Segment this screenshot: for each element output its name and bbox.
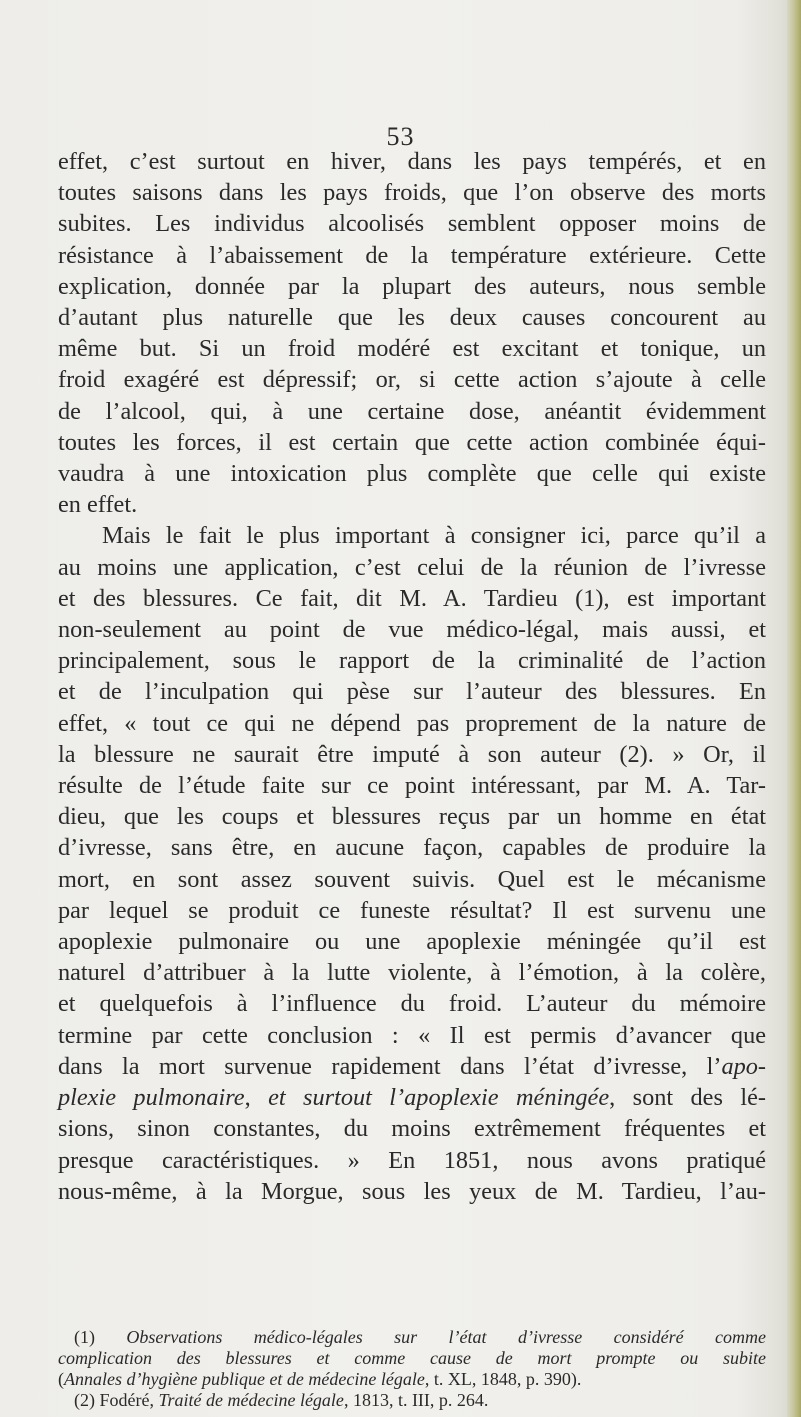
text-line: naturel d’attribuer à la lutte violente, à l’émotion, à la colère, (58, 959, 766, 987)
footnote-1-line (58, 1369, 766, 1390)
text-line: de l’alcool, qui, à une certaine dose, anéantit évidemment (58, 397, 766, 425)
text-line: presque caractéristiques. » En 1851, nous avons pratiqué (58, 1146, 766, 1174)
text-line: d’autant plus naturelle que les deux causes concourent au (58, 304, 766, 332)
text-line: dieu, que les coups et blessures reçus par un homme en état (58, 803, 766, 831)
text-line: sions, sinon constantes, du moins extrêmement fréquentes et (58, 1115, 766, 1143)
text-line: et quelquefois à l’influence du froid. L’auteur du mémoire (58, 990, 766, 1018)
footnote-mark: (1) (74, 1327, 95, 1347)
body-text (58, 146, 766, 1207)
footnote-paren: ( (58, 1369, 64, 1389)
text-line: subites. Les individus alcoolisés semblent opposer moins de (58, 210, 766, 238)
text-line: Mais le fait le plus important à consigner ici, parce qu’il a (102, 522, 766, 550)
text-line: et des blessures. Ce fait, dit M. A. Tardieu (1), est important (58, 584, 766, 612)
text-line: vaudra à une intoxication plus complète que celle qui existe (58, 460, 766, 488)
text-line: mort, en sont assez souvent suivis. Quel est le mécanisme (58, 865, 766, 893)
text-line: la blessure ne saurait être imputé à son auteur (2). » Or, il (58, 740, 766, 768)
text-line: effet, c’est surtout en hiver, dans les pays tempérés, et en (58, 148, 766, 175)
text-line: résistance à l’abaissement de la température extérieure. Cette (58, 241, 766, 269)
text-line (58, 1082, 766, 1113)
italic-segment: plexie pulmonaire (58, 1084, 245, 1112)
paragraph-1 (58, 146, 766, 520)
page-edge-shadow (787, 0, 801, 1417)
text-line: même but. Si un froid modéré est excitant et tonique, un (58, 335, 766, 363)
text-line: froid exagéré est dépressif; or, si cette action s’ajoute à celle (58, 366, 766, 394)
italic-segment: et surtout l’apoplexie méningée (268, 1084, 610, 1112)
footnote-mark: (2) (74, 1390, 95, 1410)
text-line: d’ivresse, sans être, en aucune façon, capables de produire la (58, 834, 766, 862)
footnote-ref: , t. XL, 1848, p. 390). (424, 1369, 582, 1389)
footnote-title: complication des blessures et comme cause de mort prompte ou subite (58, 1348, 766, 1368)
text-line: effet, « tout ce qui ne dépend pas proprement de la nature de (58, 709, 766, 737)
footnote-title: Traité de médecine légale (158, 1390, 344, 1410)
footnote-ref: , 1813, t. III, p. 264. (343, 1390, 489, 1410)
footnote-2-line (58, 1390, 766, 1411)
text-line: toutes les forces, il est certain que cette action combinée équi- (58, 428, 766, 456)
footnote-title: Observations médico-légales sur l’état d’ivresse considéré comme (126, 1327, 767, 1347)
text-line: et de l’inculpation qui pèse sur l’auteur des blessures. En (58, 678, 766, 706)
footnote-1-line (58, 1348, 766, 1369)
text-line: non-seulement au point de vue médico-légal, mais aussi, et (58, 616, 766, 644)
footnote-1-line (58, 1327, 766, 1348)
text-line: termine par cette conclusion : « Il est permis d’avancer que (58, 1021, 766, 1049)
text-line: apoplexie pulmonaire ou une apoplexie méningée qu’il est (58, 928, 766, 956)
footnotes (58, 1327, 766, 1411)
page-number: 53 (386, 122, 415, 151)
text-line: en effet. (58, 491, 138, 519)
text-segment: , (244, 1084, 269, 1112)
text-line: au moins une application, c’est celui de la réunion de l’ivresse (58, 553, 766, 581)
text-line: nous-même, à la Morgue, sous les yeux de M. Tardieu, l’au- (58, 1177, 766, 1205)
text-line: par lequel se produit ce funeste résultat? Il est survenu une (58, 896, 766, 924)
footnote-author: Fodéré, (99, 1390, 159, 1410)
italic-segment: apo- (721, 1052, 766, 1080)
text-segment: , sont des lé- (609, 1084, 766, 1112)
text-line: résulte de l’étude faite sur ce point intéressant, par M. A. Tar- (58, 772, 766, 800)
text-line: toutes saisons dans les pays froids, que l’on observe des morts (58, 179, 766, 207)
text-line: principalement, sous le rapport de la criminalité de l’action (58, 647, 766, 675)
text-segment: dans la mort survenue rapidement dans l’état d’ivresse, l’ (58, 1052, 722, 1080)
footnote-journal: Annales d’hygiène publique et de médecine légale (64, 1369, 425, 1389)
text-line: explication, donnée par la plupart des auteurs, nous semble (58, 272, 766, 300)
paragraph-2 (58, 520, 766, 1206)
text-line (58, 1051, 766, 1082)
